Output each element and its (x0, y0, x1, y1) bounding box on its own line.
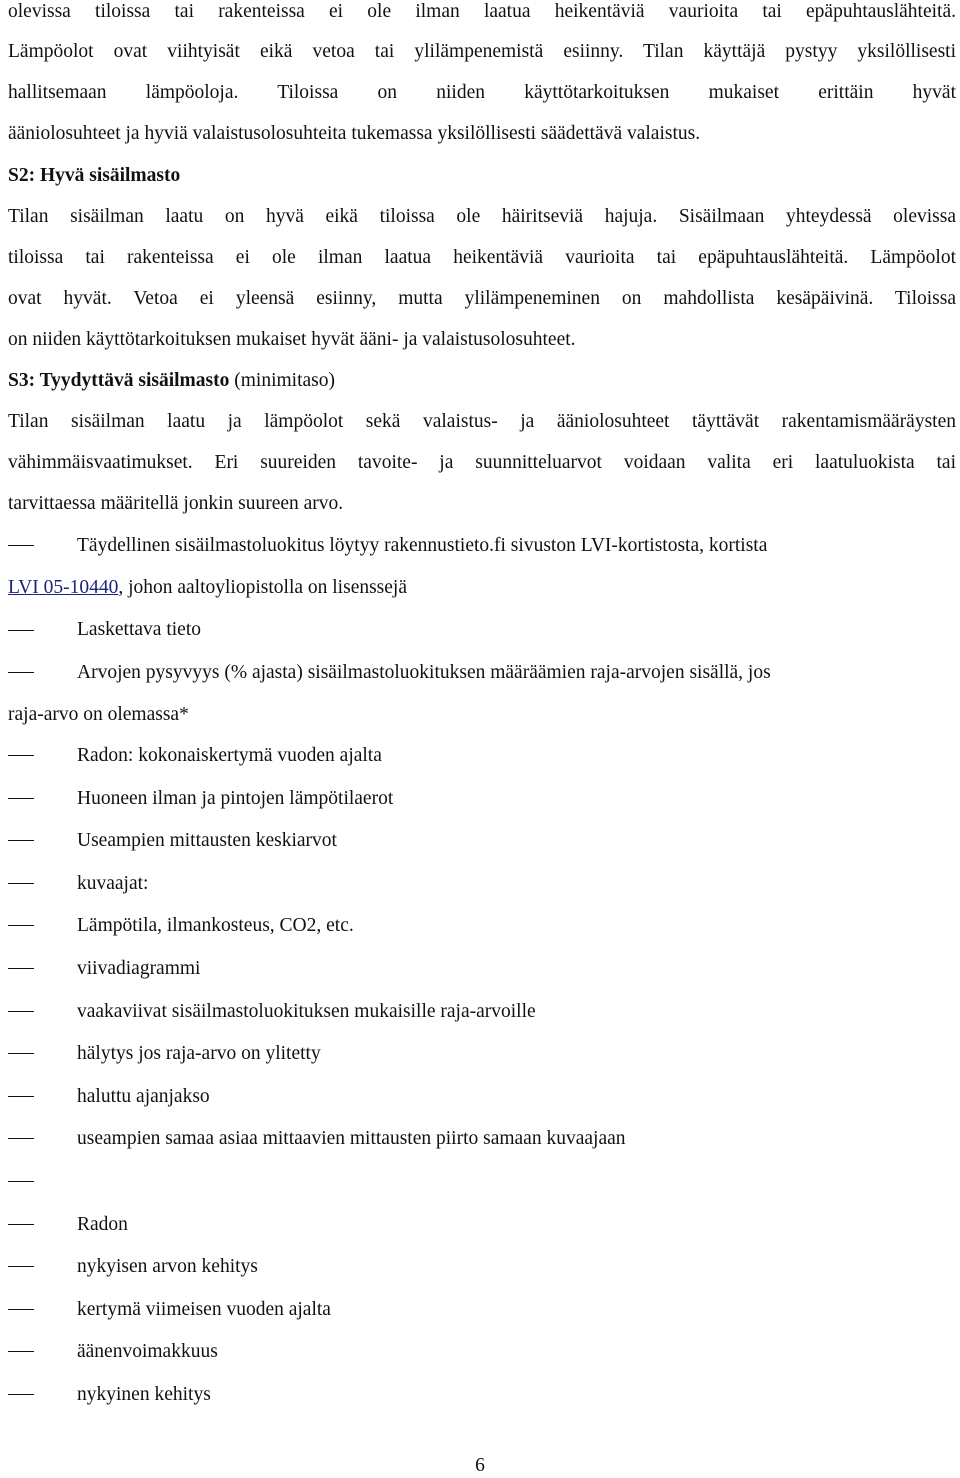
list-item-continuation (8, 576, 956, 600)
list-item: Radon: kokonaiskertymä vuoden ajalta (77, 745, 382, 766)
dash-bullet (8, 672, 34, 673)
paragraph-line: ääniolosuhteet ja hyviä valaistusolosuhteita tukemassa yksilöllisesti säädettävä valaistus. (8, 123, 701, 144)
dash-bullet (8, 1011, 34, 1012)
dash-bullet (8, 1138, 34, 1139)
list-item: haluttu ajanjakso (77, 1086, 210, 1107)
paragraph-line: olevissa tiloissa tai rakenteissa ei ole ilman laatua heikentäviä vaurioita tai epäpuhtauslähteitä. (8, 1, 956, 22)
dash-bullet (8, 1096, 34, 1097)
paragraph-line: Tilan sisäilman laatu on hyvä eikä tiloissa ole häiritseviä hajuja. Sisäilmaan yhteydessä olevissa (8, 206, 956, 227)
section-heading-s3-suffix: (minimitaso) (229, 370, 336, 391)
paragraph-line: tarvittaessa määritellä jonkin suureen arvo. (8, 493, 344, 514)
dash-bullet (8, 968, 34, 969)
dash-bullet (8, 1053, 34, 1054)
lvi-card-link[interactable]: LVI 05-10440 (8, 577, 119, 598)
section-heading-s2: S2: Hyvä sisäilmasto (8, 165, 181, 186)
paragraph-line: ovat hyvät. Vetoa ei yleensä esiinny, mutta ylilämpeneminen on mahdollista kesäpäivinä. Tiloissa (8, 288, 956, 309)
list-item: kertymä viimeisen vuoden ajalta (77, 1299, 331, 1320)
list-item: nykyinen kehitys (77, 1384, 211, 1405)
list-item: Arvojen pysyvyys (% ajasta) sisäilmastoluokituksen määräämien raja-arvojen sisällä, jos (77, 662, 771, 683)
page-number: 6 (475, 1455, 485, 1476)
list-item: useampien samaa asiaa mittaavien mittausten piirto samaan kuvaajaan (77, 1128, 626, 1149)
list-item: Radon (77, 1214, 128, 1235)
list-item: Lämpötila, ilmankosteus, CO2, etc. (77, 915, 354, 936)
dash-bullet (8, 840, 34, 841)
paragraph-line: Tilan sisäilman laatu ja lämpöolot sekä valaistus- ja ääniolosuhteet täyttävät rakentamismääräysten (8, 411, 956, 432)
paragraph-line: on niiden käyttötarkoituksen mukaiset hyvät ääni- ja valaistusolosuhteet. (8, 329, 576, 350)
dash-bullet (8, 925, 34, 926)
list-item: Huoneen ilman ja pintojen lämpötilaerot (77, 788, 394, 809)
paragraph-line: vähimmäisvaatimukset. Eri suureiden tavoite- ja suunnitteluarvot voidaan valita eri laatuluokista tai (8, 452, 956, 473)
list-item: vaakaviivat sisäilmastoluokituksen mukaisille raja-arvoille (77, 1001, 536, 1022)
list-item: nykyisen arvon kehitys (77, 1256, 258, 1277)
section-heading-s3-title: S3: Tyydyttävä sisäilmasto (8, 370, 230, 391)
list-item: hälytys jos raja-arvo on ylitetty (77, 1043, 321, 1064)
paragraph-line: Lämpöolot ovat viihtyisät eikä vetoa tai ylilämpenemistä esiinny. Tilan käyttäjä pystyy yksilöllisesti (8, 41, 956, 62)
list-item: Laskettava tieto (77, 619, 201, 640)
dash-bullet (8, 1351, 34, 1352)
list-item: äänenvoimakkuus (77, 1341, 218, 1362)
section-heading-s3 (8, 369, 956, 393)
dash-bullet (8, 883, 34, 884)
paragraph-line: hallitsemaan lämpöoloja. Tiloissa on niiden käyttötarkoituksen mukaiset erittäin hyvät (8, 82, 956, 103)
dash-bullet (8, 545, 34, 546)
list-item: viivadiagrammi (77, 958, 201, 979)
list-item: Useampien mittausten keskiarvot (77, 830, 337, 851)
dash-bullet (8, 1224, 34, 1225)
paragraph-line: tiloissa tai rakenteissa ei ole ilman laatua heikentäviä vaurioita tai epäpuhtauslähteitä. Lämpöolot (8, 247, 956, 268)
dash-bullet (8, 755, 34, 756)
dash-bullet (8, 1309, 34, 1310)
list-item-continuation: raja-arvo on olemassa* (8, 704, 189, 725)
dash-bullet (8, 798, 34, 799)
list-item-text: , johon aaltoyliopistolla on lisenssejä (118, 577, 408, 598)
dash-bullet (8, 630, 34, 631)
list-item: Täydellinen sisäilmastoluokitus löytyy rakennustieto.fi sivuston LVI-kortistosta, kortista (77, 535, 768, 556)
dash-bullet (8, 1181, 34, 1182)
dash-bullet (8, 1394, 34, 1395)
list-item: kuvaajat: (77, 873, 149, 894)
dash-bullet (8, 1266, 34, 1267)
